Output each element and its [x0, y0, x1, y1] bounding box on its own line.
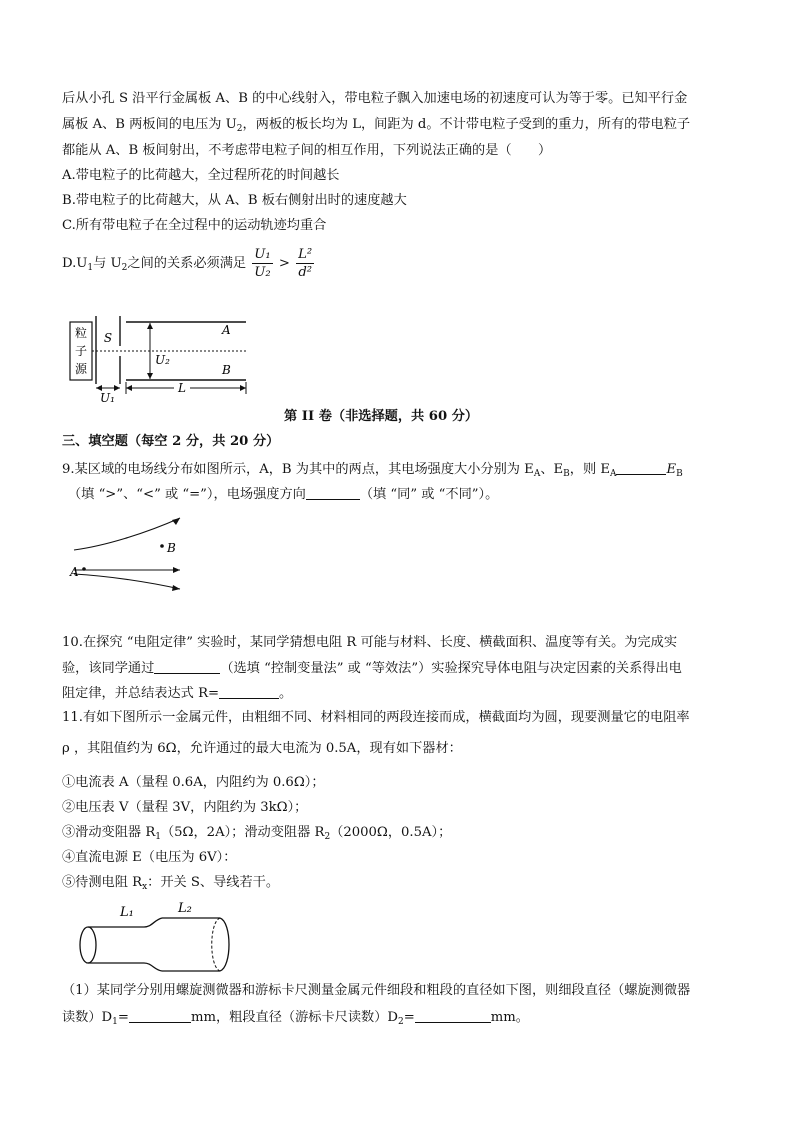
q11-sub1-line2: 读数）$D_1=$ mm，粗段直径（游标卡尺读数）$D_2=$ mm。: [62, 1010, 529, 1027]
q9-blank-2[interactable]: [306, 487, 360, 500]
d1-blank[interactable]: [129, 1010, 191, 1023]
q9-blank-1[interactable]: [616, 462, 666, 475]
q11-line2: ρ ，其阻值约为 6Ω，允许通过的最大电流为 0.5A，现有如下器材：: [62, 741, 462, 756]
q10-line3: 阻定律，并总结表达式 R= 。: [62, 686, 293, 701]
q10-line2: 验，该同学通过 （选填 “控制变量法” 或 “等效法”）实验探究导体电阻与决定因素的关系得出电: [62, 661, 682, 676]
label-l: L: [178, 381, 186, 395]
q11-line1: 11.有如下图所示一金属元件，由粗细不同、材料相同的两段连接而成，横截面均为圆，现要测量它的电阻率: [62, 710, 690, 725]
q8-option-a: A.带电粒子的比荷越大，全过程所花的时间越长: [62, 168, 340, 183]
thin-end: [80, 927, 96, 963]
field-line-top: [74, 518, 180, 550]
source-label-2: 子: [74, 344, 88, 358]
label-b: B: [222, 363, 231, 377]
q8-line2: 属板 A、B 两板间的电压为 $U_2$，两板的板长均为 L，间距为 d。不计带电粒子受到的重力，所有的带电粒子: [62, 117, 691, 134]
q8-option-c: C.所有带电粒子在全过程中的运动轨迹均重合: [62, 218, 327, 233]
q11-item-3: ③滑动变阻器 $R_1(5\Omega$，2A）；滑动变阻器 $R_2(2000\Omega$，0.5A）；: [62, 825, 452, 842]
label-a: A: [222, 323, 231, 337]
q9-line2: （填 “>”、“<” 或 “=”），电场强度方向 （填 “同” 或 “不同”）。: [68, 487, 499, 502]
point-a-label: A: [70, 565, 79, 579]
q11-sub1-line1: （1）某同学分别用螺旋测微器和游标卡尺测量金属元件细段和粗段的直径如下图，则细段直径（螺旋测微器: [62, 983, 691, 998]
q8-line3: 都能从 A、B 板间射出，不考虑带电粒子间的相互作用，下列说法正确的是（ ）: [62, 143, 552, 158]
particle-accelerator-figure: [66, 312, 256, 404]
q11-item-5: ⑤待测电阻 $R_x$：开关 S、导线若干。: [62, 875, 280, 892]
q9-line1: 9.某区域的电场线分布如图所示，A，B 为其中的两点，其电场强度大小分别为 $E_A$、$E_B$，则 $E_A$ $E_B$: [62, 462, 683, 479]
q10-blank-1[interactable]: [154, 661, 220, 674]
q8-option-d: $D.U_1$与 $U_2$之间的关系必须满足 $\frac{\text{U₁}}{\text{U₂}}$ > $\frac{\text{L²}}{\text{d²}}$: [62, 247, 313, 281]
q10-line1: 10.在探究 “电阻定律” 实验时，某同学猜想电阻 R 可能与材料、长度、横截面积、温度等有关。为完成实: [62, 635, 678, 650]
q11-item-1: ①电流表 A（量程 0.6A，内阻约为 0.6Ω）；: [62, 775, 325, 790]
source-label-1: 粒: [74, 326, 88, 340]
ratio-l2-d2: $\frac{\text{L²}}{\text{d²}}$: [298, 247, 313, 281]
thick-end: [220, 918, 229, 971]
ratio-u1-u2: $\frac{\text{U₁}}{\text{U₂}}$: [254, 247, 271, 281]
section-3-title: 三、填空题（每空 2 分，共 20 分）: [62, 434, 280, 449]
section-2-title: 第 II 卷（非选择题，共 60 分）: [284, 409, 479, 424]
point-b-label: B: [167, 541, 176, 555]
q10-blank-2[interactable]: [219, 686, 279, 699]
label-s: S: [103, 331, 113, 345]
point-a-dot: [82, 567, 86, 571]
label-u2: U₂: [155, 353, 170, 367]
electric-field-lines-figure: [64, 512, 188, 592]
q8-line1: 后从小孔 S 沿平行金属板 A、B 的中心线射入，带电粒子飘入加速电场的初速度可认为等于零。已知平行金: [62, 91, 688, 106]
q11-item-4: ④直流电源 E（电压为 6V）：: [62, 850, 237, 865]
label-l2: L₂: [178, 901, 192, 916]
point-b-dot: [160, 544, 164, 548]
source-label-3: 源: [74, 362, 88, 376]
d2-blank[interactable]: [415, 1010, 491, 1023]
q8-option-b: B.带电粒子的比荷越大，从 A、B 板右侧射出时的速度越大: [62, 193, 407, 208]
label-u1: U₁: [100, 391, 115, 404]
metal-element-figure: [70, 898, 240, 974]
q11-item-2: ②电压表 V（量程 3V，内阻约为 3kΩ）；: [62, 800, 308, 815]
field-line-bottom: [74, 574, 180, 589]
label-l1: L₁: [120, 905, 134, 920]
